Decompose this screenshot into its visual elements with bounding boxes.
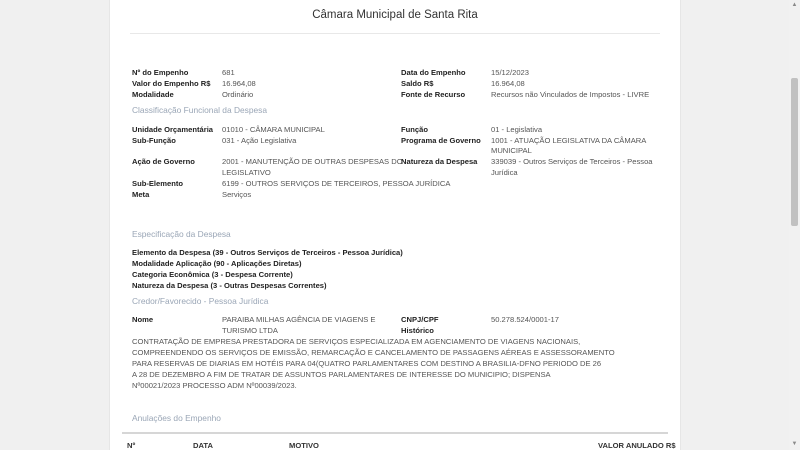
historico-line: CONTRATAÇÃO DE EMPRESA PRESTADORA DE SERVIÇOS ESPECIALIZADA EM AGENCIAMENTO DE VIAGENS NACIONAIS, (132, 337, 581, 346)
scroll-down-arrow-icon[interactable]: ▼ (791, 441, 798, 447)
subfuncao-label: Sub-Função (132, 136, 176, 145)
especificacao-line: Elemento da Despesa (39 - Outros Serviços de Terceiros - Pessoa Jurídica) (132, 248, 403, 257)
acao-label: Ação de Governo (132, 157, 195, 166)
especificacao-line: Categoria Econômica (3 - Despesa Corrente) (132, 270, 293, 279)
cnpj-label: CNPJ/CPF (401, 315, 439, 324)
column-header-numero: Nº (127, 441, 136, 450)
scroll-up-arrow-icon[interactable]: ▲ (791, 2, 798, 8)
modalidade-value: Ordinário (222, 90, 254, 99)
fonte-label: Fonte de Recurso (401, 90, 466, 99)
scrollbar-thumb[interactable] (791, 78, 798, 226)
especificacao-line: Modalidade Aplicação (90 - Aplicações Diretas) (132, 259, 302, 268)
subfuncao-value: 031 - Ação Legislativa (222, 136, 297, 145)
credor-title: Credor/Favorecido - Pessoa Jurídica (132, 296, 269, 306)
meta-label: Meta (132, 190, 150, 199)
meta-value: Serviços (222, 190, 252, 199)
valor-value: 16.964,08 (222, 79, 256, 88)
modalidade-field (132, 90, 174, 101)
nome-value-line1: PARAIBA MILHAS AGÊNCIA DE VIAGENS E (222, 315, 376, 324)
column-header-motivo: MOTIVO (289, 441, 319, 450)
funcao-value: 01 - Legislativa (491, 125, 543, 134)
valor-field (132, 79, 210, 90)
historico-label: Histórico (401, 326, 434, 335)
historico-line: A 28 DE DEZEMBRO A FIM DE TRATAR DE ASSUNTOS PARLAMENTARES DE INTERESSE DO MUNICIPIO; DISPENSA (132, 370, 551, 379)
empenho-label: Nº do Empenho (132, 68, 189, 77)
natureza-label: Natureza da Despesa (401, 157, 478, 166)
data-value: 15/12/2023 (491, 68, 530, 77)
programa-value-line1: 1001 - ATUAÇÃO LEGISLATIVA DA CÂMARA (491, 136, 647, 145)
programa-label: Programa de Governo (401, 136, 481, 145)
modalidade-label: Modalidade (132, 90, 174, 99)
column-header-data: DATA (193, 441, 213, 450)
unidade-label: Unidade Orçamentária (132, 125, 214, 134)
empenho-value: 681 (222, 68, 235, 77)
historico-line: PARA RESERVAS DE DIARIAS EM HOTÉIS PARA 04(QUATRO PARLAMENTARES COM DESTINO A BRASILIA-DFNO PERIODO DE 26 (132, 359, 602, 368)
subelemento-label: Sub-Elemento (132, 179, 184, 188)
saldo-label: Saldo R$ (401, 79, 434, 88)
classificacao-title: Classificação Funcional da Despesa (132, 105, 268, 115)
fonte-value: Recursos não Vinculados de Impostos - LIVRE (491, 90, 650, 99)
programa-value-line2: MUNICIPAL (491, 146, 532, 155)
data-label: Data do Empenho (401, 68, 466, 77)
funcao-label: Função (401, 125, 429, 134)
column-header-valor-anulado: VALOR ANULADO R$ (598, 441, 676, 450)
acao-value-line1: 2001 - MANUTENÇÃO DE OUTRAS DESPESAS DO (222, 157, 403, 166)
saldo-value: 16.964,08 (491, 79, 525, 88)
nome-value-line2: TURISMO LTDA (222, 326, 278, 335)
historico-line: Nº00021/2023 PROCESSO ADM Nº00039/2023. (132, 381, 297, 390)
nome-label: Nome (132, 315, 154, 324)
unidade-value: 01010 - CÂMARA MUNICIPAL (222, 125, 325, 134)
empenho-field (132, 68, 188, 79)
subelemento-value: 6199 - OUTROS SERVIÇOS DE TERCEIROS, PESSOA JURÍDICA (222, 179, 451, 188)
natureza-value-line1: 339039 - Outros Serviços de Terceiros - Pessoa (491, 157, 653, 166)
natureza-value-line2: Jurídica (491, 168, 518, 177)
acao-value-line2: LEGISLATIVO (222, 168, 271, 177)
page-title: Câmara Municipal de Santa Rita (312, 9, 478, 21)
table-header-divider (122, 432, 668, 434)
especificacao-line: Natureza da Despesa (3 - Outras Despesas Correntes) (132, 281, 327, 290)
title-divider (130, 33, 660, 34)
cnpj-value: 50.278.524/0001-17 (491, 315, 559, 324)
empenho-document (109, 0, 681, 450)
valor-label: Valor do Empenho R$ (132, 79, 211, 88)
vertical-scrollbar[interactable] (789, 0, 800, 450)
anulacoes-title: Anulações do Empenho (132, 413, 221, 423)
especificacao-title: Especificação da Despesa (132, 229, 231, 239)
historico-line: COMPREENDENDO OS SERVIÇOS DE EMISSÃO, REMARCAÇÃO E CANCELAMENTO DE PASSAGENS AÉREAS E ASSESSORAMENTO (132, 348, 615, 357)
